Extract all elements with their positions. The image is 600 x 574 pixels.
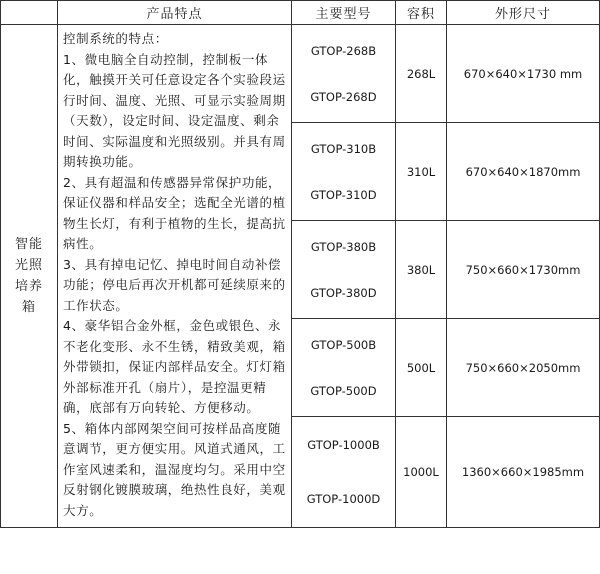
capacity-cell: 268L	[396, 25, 447, 123]
table-row	[1, 25, 600, 123]
model-cell	[292, 123, 396, 221]
feature-item: 4、豪华铝合金外框，金色或银色、永不老化变形、永不生锈，精致美观，箱外带锁扣，保证内部样品安全。灯灯箱外部标准开孔（扇片），是控温更精确，底部有万向转轮、方便移动。	[63, 318, 286, 415]
header-model: 主要型号	[292, 1, 396, 25]
model-name: GTOP-380B	[310, 239, 377, 254]
capacity-cell: 380L	[396, 221, 447, 319]
dimensions-cell: 750×660×1730mm	[447, 221, 600, 319]
category-line: 光照	[14, 258, 43, 273]
header-capacity: 容积	[396, 1, 447, 25]
capacity-cell: 1000L	[396, 417, 447, 528]
model-cell	[292, 221, 396, 319]
header-category	[1, 1, 58, 25]
dimensions-cell: 1360×660×1985mm	[447, 417, 600, 528]
dimensions-cell: 750×660×2050mm	[447, 319, 600, 417]
features-intro: 控制系统的特点：	[63, 31, 168, 46]
header-row	[1, 1, 600, 25]
dimensions-cell: 670×640×1870mm	[447, 123, 600, 221]
model-name: GTOP-1000D	[306, 492, 381, 506]
feature-item: 5、箱体内部网架空间可按样品高度随意调节，更方便实用。风道式通风，工作室风速柔和，温湿度均匀。采用中空反射钢化镀膜玻璃，绝热性良好，美观大方。	[63, 420, 286, 518]
model-name: GTOP-1000B	[307, 438, 380, 452]
model-cell	[292, 25, 396, 123]
header-dimensions: 外形尺寸	[447, 1, 600, 25]
model-name: GTOP-268B	[310, 43, 377, 58]
model-cell	[292, 319, 396, 417]
feature-item: 2、具有超温和传感器异常保护功能，保证仪器和样品安全；选配全光谱的植物生长灯，有利于植物的生长，提高抗病性。	[63, 174, 286, 251]
model-name: GTOP-380D	[310, 285, 377, 300]
model-name: GTOP-500B	[310, 337, 377, 352]
feature-item: 1、微电脑全自动控制，控制板一体化，触摸开关可任意设定各个实验段运行时间、温度、光照、可显示实验周期（天数），设定时间、设定温度、剩余时间、实际温度和光照级别。并具有周期转换功能。	[63, 51, 286, 169]
model-cell	[292, 417, 396, 528]
model-name: GTOP-310D	[310, 187, 377, 202]
category-cell	[1, 25, 58, 528]
capacity-cell: 500L	[396, 319, 447, 417]
capacity-cell: 310L	[396, 123, 447, 221]
category-line: 箱	[21, 300, 36, 315]
features-cell	[58, 25, 292, 528]
model-name: GTOP-268D	[310, 89, 377, 104]
category-line: 智能	[14, 237, 43, 252]
feature-item: 3、具有掉电记忆、掉电时间自动补偿功能；停电后再次开机都可延续原来的工作状态。	[63, 256, 286, 313]
model-name: GTOP-500D	[310, 383, 377, 398]
header-features: 产品特点	[58, 1, 292, 25]
model-name: GTOP-310B	[310, 141, 377, 156]
category-line: 培养	[14, 279, 43, 294]
dimensions-cell: 670×640×1730 mm	[447, 25, 600, 123]
